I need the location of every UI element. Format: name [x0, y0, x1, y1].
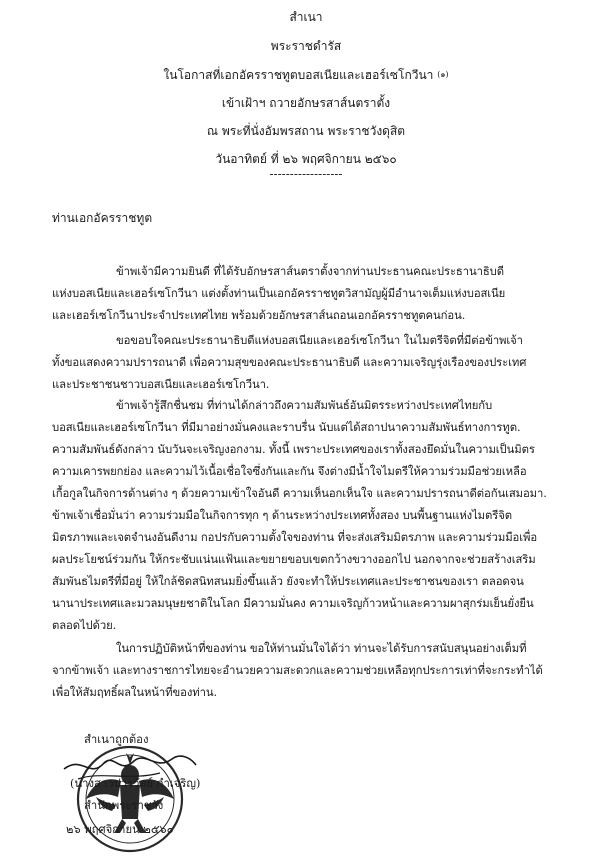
body-line: จากข้าพเจ้า และทางราชการไทยจะอำนวยความสะดวกและความช่วยเหลือทุกประการเท่าที่จะกระทำได้ — [52, 664, 543, 677]
occasion-text: ในโอกาสที่เอกอัครราชทูตบอสเนียและเฮอร์เซโกวีนา — [163, 68, 434, 82]
body-line: ข้าพเจ้ารู้สึกชื่นชม ที่ท่านได้กล่าวถึงความสัมพันธ์อันมิตรระหว่างประเทศไทยกับ — [116, 399, 493, 412]
body-line: สัมพันธไมตรีที่มีอยู่ ให้ใกล้ชิดสนิทสนมยิ่งขึ้นแล้ว ยังจะทำให้ประเทศและประชาชนของเรา ตลอดจน — [52, 575, 524, 588]
footnote-mark: (๑) — [437, 70, 449, 79]
body-line: ข้าพเจ้าเชื่อมั่นว่า ความร่วมมือในกิจการทุก ๆ ด้านระหว่างประเทศทั้งสอง บนพื้นฐานแห่งไมตรีจิต — [52, 509, 512, 522]
body-line: นานาประเทศและมวลมนุษยชาติในโลก มีความมั่นคง ความเจริญก้าวหน้าและความผาสุกร่มเย็นยั่งยืน — [52, 597, 534, 610]
occasion-line — [150, 68, 462, 82]
body-line: และประชาชนชาวบอสเนียและเฮอร์เซโกวีนา. — [52, 378, 270, 391]
audience-line: เข้าเฝ้าฯ ถวายอักษรสาส์นตราตั้ง — [221, 96, 391, 110]
body-line: ในการปฏิบัติหน้าที่ของท่าน ขอให้ท่านมั่นใจได้ว่า ท่านจะได้รับการสนับสนุนอย่างเต็มที่ — [116, 642, 527, 655]
body-line: เพื่อให้สัมฤทธิ์ผลในหน้าที่ของท่าน. — [52, 686, 217, 699]
body-line: ตลอดไปด้วย. — [52, 619, 117, 632]
header-separator: ------------------ — [269, 167, 343, 181]
certification-date: ๒๖ พฤศจิกายน ๒๕๖๐ — [66, 823, 174, 836]
body-line: ขอขอบใจคณะประธานาธิบดีแห่งบอสเนียและเฮอร์เซโกวีนา ในไมตรีจิตที่มีต่อข้าพเจ้า — [116, 334, 523, 347]
body-line: ผลประโยชน์ร่วมกัน ให้กระชับแน่นแฟ้นและขยายขอบเขตกว้างขวางออกไป นอกจากจะช่วยสร้างเสริม — [52, 553, 536, 566]
body-line: เกื้อกูลในกิจการด้านต่าง ๆ ด้วยความเข้าใจอันดี ความเห็นอกเห็นใจ และความปรารถนาดีต่อกันเสมอมา. — [52, 487, 547, 500]
body-line: ความสัมพันธ์ดังกล่าว นับวันจะเจริญงอกงาม. ทั้งนี้ เพราะประเทศของเราทั้งสองยึดมั่นในความเป็นมิตร — [52, 443, 535, 456]
body-line: แห่งบอสเนียและเฮอร์เซโกวีนา แต่งตั้งท่านเป็นเอกอัครราชทูตวิสามัญผู้มีอำนาจเต็มแห่งบอสเนีย — [52, 287, 506, 300]
body-line: และเฮอร์เซโกวีนาประจำประเทศไทย พร้อมด้วยอักษรสาส์นถอนเอกอัครราชทูตคนก่อน. — [52, 309, 466, 322]
body-line: มิตรภาพและเจตจำนงอันดีงาม กอปรกับความตั้งใจของท่าน ที่จะส่งเสริมมิตรภาพ และความร่วมมือเพื่อ — [52, 531, 538, 544]
copy-label: สำเนา — [289, 10, 323, 24]
certified-copy-label: สำเนาถูกต้อง — [84, 733, 149, 746]
body-line: ข้าพเจ้ามีความยินดี ที่ได้รับอักษรสาส์นตราตั้งจากท่านประธานคณะประธานาธิบดี — [116, 265, 504, 278]
royal-household-seal-icon — [60, 735, 200, 857]
place-line: ณ พระที่นั่งอัมพรสถาน พระราชวังดุสิต — [206, 124, 406, 138]
date-line: วันอาทิตย์ ที่ ๒๖ พฤศจิกายน ๒๕๖๐ — [215, 152, 397, 166]
body-line: ความเคารพยกย่อง และความไว้เนื้อเชื่อใจซึ่งกันและกัน จึงต่างมีน้ำใจไมตรีให้ความร่วมมือช่วยเหลือ — [52, 465, 527, 478]
issuing-office: สำนักพระราชวัง — [84, 799, 164, 812]
document-title: พระราชดำรัส — [270, 39, 342, 53]
body-line: บอสเนียและเฮอร์เซโกวีนา ที่มีมาอย่างมั่นคงและราบรื่น นับแต่ได้สถาปนาความสัมพันธ์ทางการทูต. — [52, 421, 521, 434]
salutation: ท่านเอกอัครราชทูต — [52, 211, 153, 225]
body-line: ทั้งขอแสดงความปรารถนาดี เพื่อความสุขของคณะประธานาธิบดี และความเจริญรุ่งเรืองของประเทศ — [52, 356, 527, 369]
signatory-name: (นางสาวปวรวัลย์ กำเจริญ) — [70, 777, 201, 790]
